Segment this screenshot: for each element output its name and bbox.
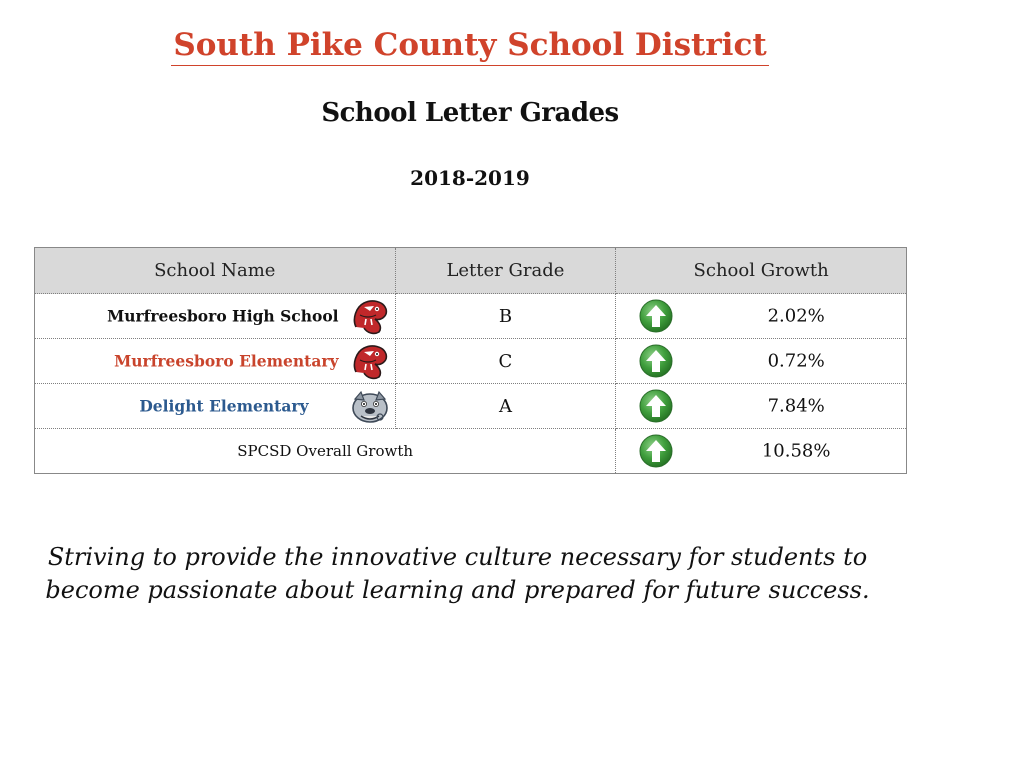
overall-growth-label: SPCSD Overall Growth xyxy=(35,429,616,474)
letter-grade: B xyxy=(395,294,616,339)
column-header-letter-grade: Letter Grade xyxy=(395,248,616,294)
school-name: Delight Elementary xyxy=(139,396,309,416)
letter-grades-table xyxy=(34,247,907,474)
bulldog-mascot-icon xyxy=(350,387,390,425)
growth-cell xyxy=(616,384,907,429)
up-arrow-icon xyxy=(639,299,673,333)
up-arrow-icon xyxy=(639,344,673,378)
column-header-school-name: School Name xyxy=(35,248,396,294)
growth-value: 0.72% xyxy=(767,350,825,372)
rattlesnake-mascot-icon xyxy=(350,297,390,335)
page-subtitle: School Letter Grades xyxy=(321,98,619,128)
rattlesnake-mascot-icon xyxy=(350,342,390,380)
letter-grade: C xyxy=(395,339,616,384)
school-year: 2018-2019 xyxy=(410,166,530,190)
school-name-cell xyxy=(35,339,396,384)
overall-growth-row xyxy=(35,429,907,474)
growth-cell xyxy=(616,429,907,474)
table-header-row xyxy=(35,248,907,294)
school-name: Murfreesboro Elementary xyxy=(114,351,339,371)
table-row xyxy=(35,384,907,429)
growth-cell xyxy=(616,339,907,384)
column-header-school-growth: School Growth xyxy=(616,248,907,294)
school-name-cell xyxy=(35,294,396,339)
school-name-cell xyxy=(35,384,396,429)
overall-growth-value: 10.58% xyxy=(761,440,831,462)
growth-cell xyxy=(616,294,907,339)
district-title xyxy=(0,26,940,66)
district-title-text: South Pike County School District xyxy=(171,26,768,66)
growth-value: 2.02% xyxy=(767,305,825,327)
growth-value: 7.84% xyxy=(767,395,825,417)
table-row xyxy=(35,294,907,339)
up-arrow-icon xyxy=(639,434,673,468)
school-name: Murfreesboro High School xyxy=(107,306,339,326)
up-arrow-icon xyxy=(639,389,673,423)
mission-statement: Striving to provide the innovative culture necessary for students to become passionate about learning and prepared for future success. xyxy=(45,543,870,604)
letter-grade: A xyxy=(395,384,616,429)
table-row xyxy=(35,339,907,384)
